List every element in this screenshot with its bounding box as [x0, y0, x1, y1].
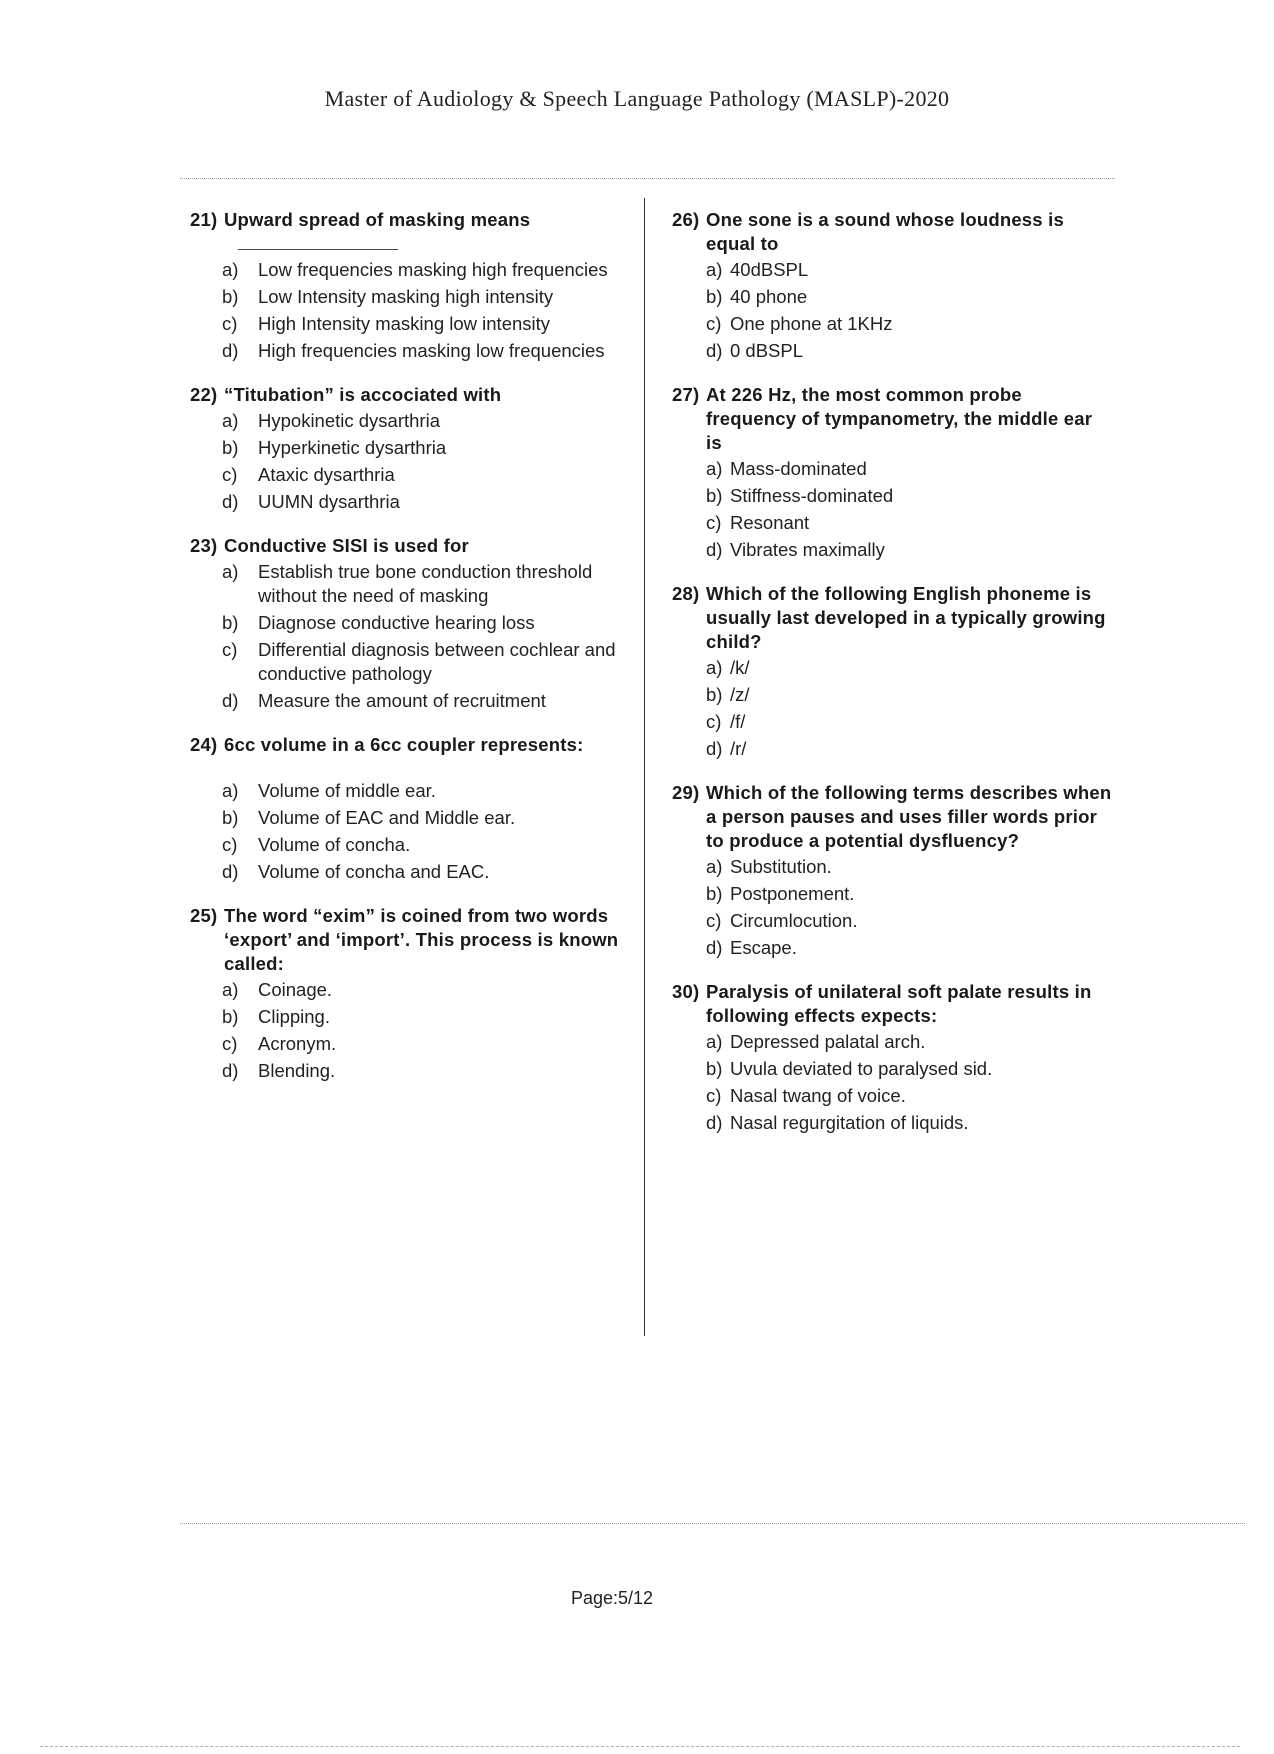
- question-text: Paralysis of unilateral soft palate results in following effects expects:: [706, 981, 1092, 1026]
- question-23: [190, 534, 630, 713]
- question-text: At 226 Hz, the most common probe frequency of tympanometry, the middle ear is: [706, 384, 1093, 453]
- option-b: b) Hyperkinetic dysarthria: [222, 437, 447, 458]
- option-c: c) Circumlocution.: [706, 910, 858, 931]
- question-24: [190, 733, 630, 884]
- option-c: c) Acronym.: [222, 1033, 337, 1054]
- question-28: [672, 582, 1112, 761]
- option-a: a) Establish true bone conduction threshold without the need of masking: [222, 561, 593, 606]
- option-d: d) Vibrates maximally: [706, 539, 885, 560]
- left-column: [190, 208, 630, 1103]
- option-c: c) Volume of concha.: [222, 834, 411, 855]
- question-number: 21): [190, 209, 218, 230]
- option-c: c) /f/: [706, 711, 746, 732]
- question-29: [672, 781, 1112, 960]
- option-b: b) 40 phone: [706, 286, 808, 307]
- question-number: 27): [672, 384, 700, 405]
- option-b: b) /z/: [706, 684, 750, 705]
- option-b: b) Volume of EAC and Middle ear.: [222, 807, 516, 828]
- answer-blank: [238, 249, 398, 250]
- page-edge-line: [40, 1746, 1240, 1747]
- option-b: b) Stiffness-dominated: [706, 485, 894, 506]
- option-d: d) High frequencies masking low frequencies: [222, 340, 605, 361]
- option-a: a) Hypokinetic dysarthria: [222, 410, 440, 431]
- option-c: c) One phone at 1KHz: [706, 313, 893, 334]
- option-b: b) Clipping.: [222, 1006, 330, 1027]
- question-text: Which of the following terms describes when a person pauses and uses filler words prior to produce a potential dysfluency?: [706, 782, 1112, 851]
- question-text: The word “exim” is coined from two words ‘export’ and ‘import’. This process is known called:: [224, 905, 619, 974]
- question-number: 24): [190, 734, 218, 755]
- question-number: 29): [672, 782, 700, 803]
- page-title: Master of Audiology & Speech Language Pathology (MASLP)-2020: [324, 86, 950, 111]
- option-c: c) Resonant: [706, 512, 810, 533]
- option-a: a) Depressed palatal arch.: [706, 1031, 926, 1052]
- question-text: 6cc volume in a 6cc coupler represents:: [224, 734, 584, 755]
- option-b: b) Postponement.: [706, 883, 855, 904]
- option-c: c) Ataxic dysarthria: [222, 464, 395, 485]
- option-a: a) Mass-dominated: [706, 458, 867, 479]
- question-27: [672, 383, 1112, 562]
- option-d: d) Nasal regurgitation of liquids.: [706, 1112, 969, 1133]
- option-a: a) Low frequencies masking high frequencies: [222, 259, 608, 280]
- option-b: b) Low Intensity masking high intensity: [222, 286, 554, 307]
- option-d: d) Volume of concha and EAC.: [222, 861, 490, 882]
- right-column: [672, 208, 1112, 1155]
- question-number: 28): [672, 583, 700, 604]
- option-b: b) Diagnose conductive hearing loss: [222, 612, 535, 633]
- question-25: [190, 904, 630, 1083]
- option-b: b) Uvula deviated to paralysed sid.: [706, 1058, 993, 1079]
- option-d: d) UUMN dysarthria: [222, 491, 400, 512]
- header-divider: [180, 178, 1115, 179]
- footer-divider: [180, 1523, 1245, 1524]
- question-number: 30): [672, 981, 700, 1002]
- option-c: c) High Intensity masking low intensity: [222, 313, 551, 334]
- question-22: [190, 383, 630, 514]
- option-a: a) Coinage.: [222, 979, 333, 1000]
- option-a: a) /k/: [706, 657, 750, 678]
- question-number: 25): [190, 905, 218, 926]
- question-text: Which of the following English phoneme is usually last developed in a typically growing child?: [706, 583, 1106, 652]
- option-c: c) Differential diagnosis between cochlear and conductive pathology: [222, 639, 616, 684]
- question-text: Upward spread of masking means: [224, 209, 531, 230]
- option-a: a) 40dBSPL: [706, 259, 809, 280]
- question-21: [190, 208, 630, 363]
- question-number: 26): [672, 209, 700, 230]
- option-c: c) Nasal twang of voice.: [706, 1085, 906, 1106]
- question-30: [672, 980, 1112, 1135]
- column-divider: [644, 198, 645, 1336]
- page-number: Page:5/12: [570, 1588, 654, 1608]
- question-text: Conductive SISI is used for: [224, 535, 469, 556]
- option-a: a) Volume of middle ear.: [222, 780, 436, 801]
- question-number: 22): [190, 384, 218, 405]
- option-a: a) Substitution.: [706, 856, 832, 877]
- option-d: d) /r/: [706, 738, 747, 759]
- option-d: d) 0 dBSPL: [706, 340, 804, 361]
- option-d: d) Escape.: [706, 937, 797, 958]
- option-d: d) Blending.: [222, 1060, 336, 1081]
- question-26: [672, 208, 1112, 363]
- question-text: One sone is a sound whose loudness is equal to: [706, 209, 1064, 254]
- question-text: “Titubation” is accociated with: [224, 384, 502, 405]
- option-d: d) Measure the amount of recruitment: [222, 690, 546, 711]
- question-number: 23): [190, 535, 218, 556]
